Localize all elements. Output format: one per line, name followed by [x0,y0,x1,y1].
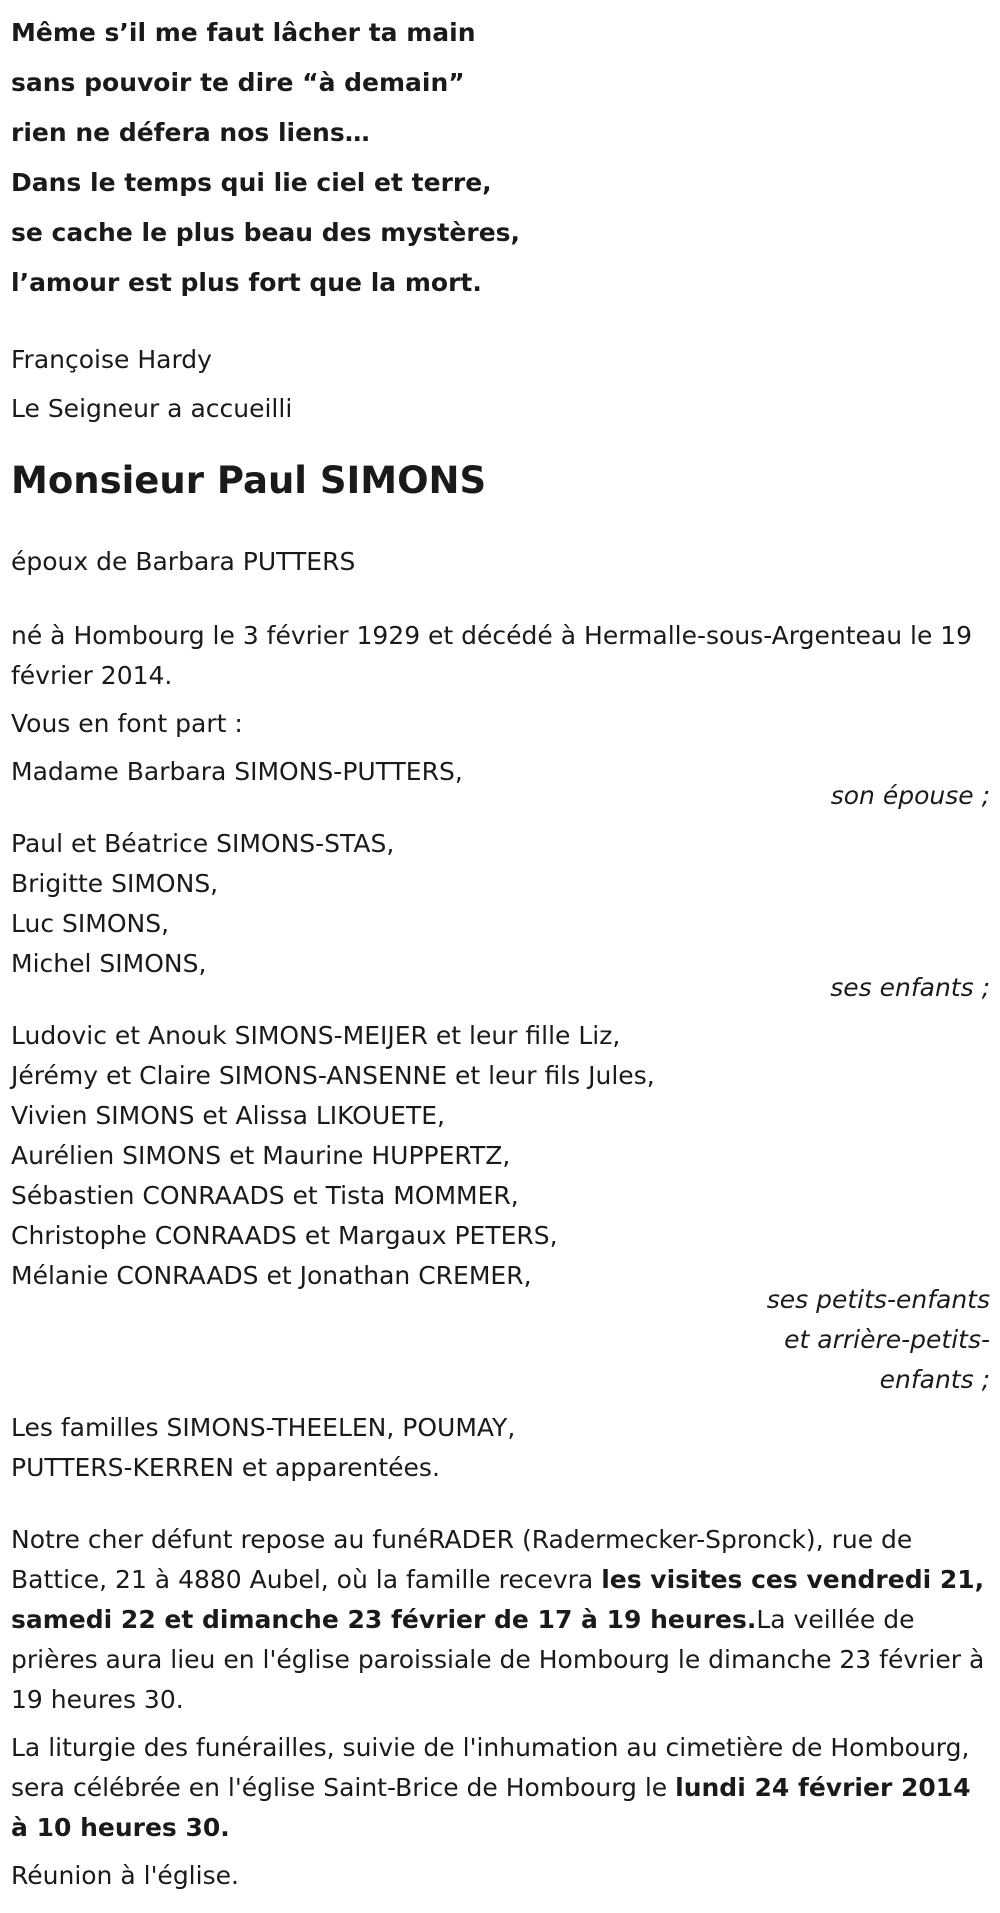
poem-line: Même s’il me faut lâcher ta main [11,18,476,47]
deceased-name: Monsieur Paul SIMONS [11,459,487,502]
vigil-text: La veillée de prières aura lieu en l'église paroissiale de Hombourg le dimanche 23 février à 19 heures 30. [11,1605,985,1714]
poem [11,8,990,308]
poem-line: se cache le plus beau des mystères, [11,218,521,247]
liturgy-text: La liturgie des funérailles, suivie de l'inhumation au cimetière de Hombourg, sera célébrée en l'église Saint-Brice de Hombourg le [11,1733,970,1802]
family-group-relatives [11,1408,990,1488]
poem-line: rien ne défera nos liens… [11,118,370,147]
family-role: ses enfants ; [830,973,990,1002]
family-member: Brigitte SIMONS, [11,869,219,898]
attribution [11,335,990,433]
family-member: Christophe CONRAADS et Margaux PETERS, [11,1221,558,1250]
family-member: Paul et Béatrice SIMONS-STAS, [11,829,395,858]
family-role: enfants ; [879,1365,990,1394]
spouse-line: époux de Barbara PUTTERS [11,547,356,576]
intro-text: Le Seigneur a accueilli [11,394,293,423]
family-role: ses petits-enfants [766,1285,990,1314]
family-member: Jérémy et Claire SIMONS-ANSENNE et leur fils Jules, [11,1061,655,1090]
liturgy-paragraph [11,1728,990,1848]
family-member: Sébastien CONRAADS et Tista MOMMER, [11,1181,519,1210]
family-member: Mélanie CONRAADS et Jonathan CREMER, [11,1261,532,1290]
meeting-paragraph: Réunion à l'église. [11,1861,239,1890]
visitation-hours: les visites ces vendredi 21, samedi 22 et dimanche 23 février de 17 à 19 heures. [11,1565,985,1634]
family-member: Vivien SIMONS et Alissa LIKOUETE, [11,1101,445,1130]
family-member: PUTTERS-KERREN et apparentées. [11,1453,440,1482]
family-role: et arrière-petits- [784,1325,990,1354]
family-member: Ludovic et Anouk SIMONS-MEIJER et leur fille Liz, [11,1021,621,1050]
family-member: Luc SIMONS, [11,909,170,938]
family-member: Les familles SIMONS-THEELEN, POUMAY, [11,1413,516,1442]
announce-line: Vous en font part : [11,709,243,738]
family-member: Michel SIMONS, [11,949,207,978]
family-group-spouse [11,752,990,816]
family-member: Aurélien SIMONS et Maurine HUPPERTZ, [11,1141,511,1170]
poem-line: Dans le temps qui lie ciel et terre, [11,168,492,197]
visitation-text: Notre cher défunt repose au funéRADER (Radermecker-Spronck), rue de Battice, 21 à 4880 Aubel, où la famille recevra [11,1525,913,1594]
poem-line: l’amour est plus fort que la mort. [11,268,482,297]
family-group-grandchildren [11,1016,990,1400]
birth-death-line: né à Hombourg le 3 février 1929 et décédé à Hermalle-sous-Argenteau le 19 février 2014. [11,621,973,690]
family-group-children [11,824,990,1008]
liturgy-date: lundi 24 février 2014 à 10 heures 30. [11,1773,971,1842]
family-role: son épouse ; [830,781,990,810]
poem-author: Françoise Hardy [11,345,212,374]
visitation-paragraph [11,1520,990,1720]
poem-line: sans pouvoir te dire “à demain” [11,68,465,97]
family-member: Madame Barbara SIMONS-PUTTERS, [11,757,463,786]
